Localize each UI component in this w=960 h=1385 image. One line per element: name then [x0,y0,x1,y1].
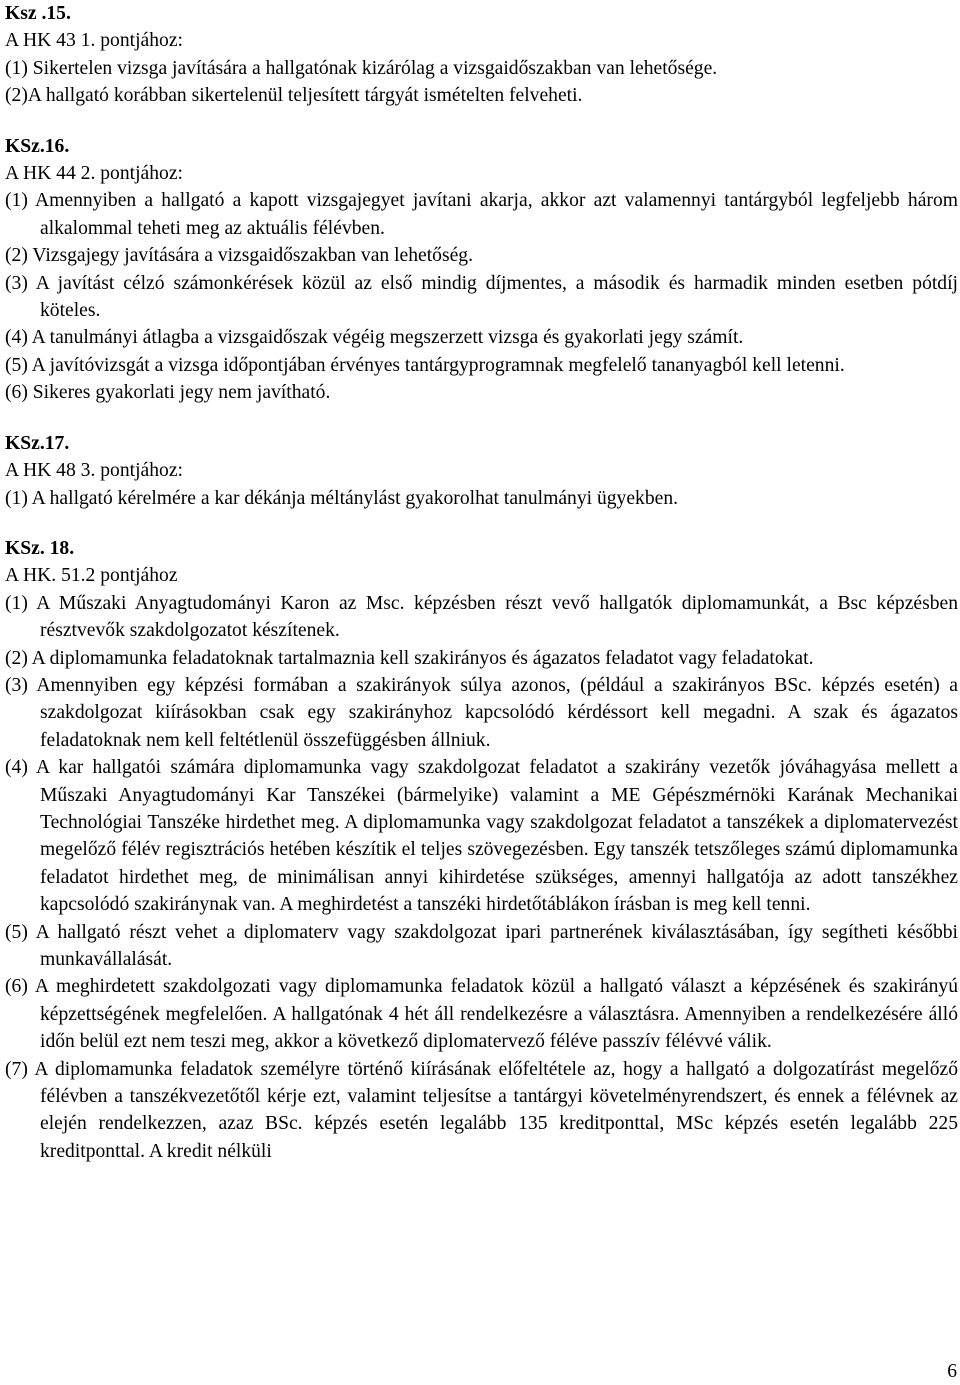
section-reference: A HK 43 1. pontjához: [5,30,183,52]
page-number: 6 [947,1360,957,1382]
document-page [5,0,958,1193]
paragraph: (6) Sikeres gyakorlati jegy nem javítható. [5,382,331,404]
section-heading: Ksz .15. [5,3,71,24]
paragraph: (1) A hallgató kérelmére a kar dékánja méltánylást gyakorolhat tanulmányi ügyekben. [5,487,679,509]
section-ksz-17 [5,430,958,512]
paragraph: (2) Vizsgajegy javítására a vizsgaidőszakban van lehetőség. [5,245,473,267]
paragraph: (5) A hallgató részt vehet a diplomaterv vagy szakdolgozat ipari partnerének kiválasztásában, így segítheti későbbi munkavállalását. [5,921,958,970]
section-reference: A HK 48 3. pontjához: [5,460,183,482]
section-ksz-15 [5,0,958,110]
paragraph: (1) A Műszaki Anyagtudományi Karon az Msc. képzésben részt vevő hallgatók diplomamunkát, a Bsc képzésben résztvevők szakdolgozatot készítenek. [5,592,958,642]
paragraph: (1) Sikertelen vizsga javítására a hallgatónak kizárólag a vizsgaidőszakban van lehetősége. [5,57,718,79]
section-ksz-16 [5,133,958,407]
section-reference: A HK 44 2. pontjához: [5,163,183,185]
paragraph: (4) A tanulmányi átlagba a vizsgaidőszak végéig megszerzett vizsga és gyakorlati jegy számít. [5,327,744,349]
paragraph: (3) Amennyiben egy képzési formában a szakirányok súlya azonos, (például a szakirányos BSc. képzés esetén) a szakdolgozat kiírásokban csak egy szakirányhoz kapcsolódó kérdéssort kell megadni. A szak és ágazatos feladatoknak nem kell feltétlenül összefüggésben állniuk. [5,674,958,751]
paragraph: (4) A kar hallgatói számára diplomamunka vagy szakdolgozat feladatot a szakirány vezetők jóváhagyása mellett a Műszaki Anyagtudományi Kar Tanszékei (bármelyike) valamint a ME Gépészmérnöki Karának Mechanikai Technológiai Tanszéke hirdethet meg. A diplomamunka vagy szakdolgozat feladatot a tanszékek a diplomatervezést megelőző félév regisztrációs hetében készítik el teljes szövegezésben. Egy tanszék tetszőleges számú diplomamunka feladatot hirdethet meg, de minimálisan annyi kihirdetése szükséges, amennyi hallgatója az adott tanszékhez kapcsolódó szakiránynak van. A meghirdetést a tanszéki hirdetőtáblákon írásban is meg kell tenni. [5,757,958,916]
section-ksz-18 [5,535,958,1165]
paragraph: (7) A diplomamunka feladatok személyre történő kiírásának előfeltétele az, hogy a hallgató a dolgozatírást megelőző félévben a tanszékvezetőtől kérje ezt, valamint teljesítse a tantárgyi követelményrendszert, és ennek a félévnek az elején rendelkezzen, azaz BSc. képzés esetén legalább 135 kreditponttal, MSc képzés esetén legalább 225 kreditponttal. A kredit nélküli [5,1058,958,1162]
section-heading: KSz. 18. [5,537,75,559]
section-heading: KSz.16. [5,135,70,157]
section-reference: A HK. 51.2 pontjához [5,565,178,587]
section-heading: KSz.17. [5,432,70,454]
paragraph: (1) Amennyiben a hallgató a kapott vizsgajegyet javítani akarja, akkor azt valamennyi tantárgyból legfeljebb három alkalommal teheti meg az aktuális félévben. [5,190,958,239]
paragraph: (6) A meghirdetett szakdolgozati vagy diplomamunka feladatok közül a hallgató választ a képzésének és szakirányú képzettségének megfelelően. A hallgatónak 4 hét áll rendelkezésre a választásra. Amennyiben a rendelkezésére álló időn belül ezt nem teszi meg, akkor a következő diplomatervező féléve passzív félévvé válik. [5,976,958,1053]
paragraph: (5) A javítóvizsgát a vizsga időpontjában érvényes tantárgyprogramnak megfelelő tananyagból kell letenni. [5,354,845,376]
paragraph: (2)A hallgató korábban sikertelenül teljesített tárgyát ismételten felveheti. [5,85,583,107]
paragraph: (3) A javítást célzó számonkérések közül az első mindig díjmentes, a második és harmadik minden esetben pótdíj köteles. [5,272,958,322]
paragraph: (2) A diplomamunka feladatoknak tartalmaznia kell szakirányos és ágazatos feladatot vagy feladatokat. [5,647,814,669]
